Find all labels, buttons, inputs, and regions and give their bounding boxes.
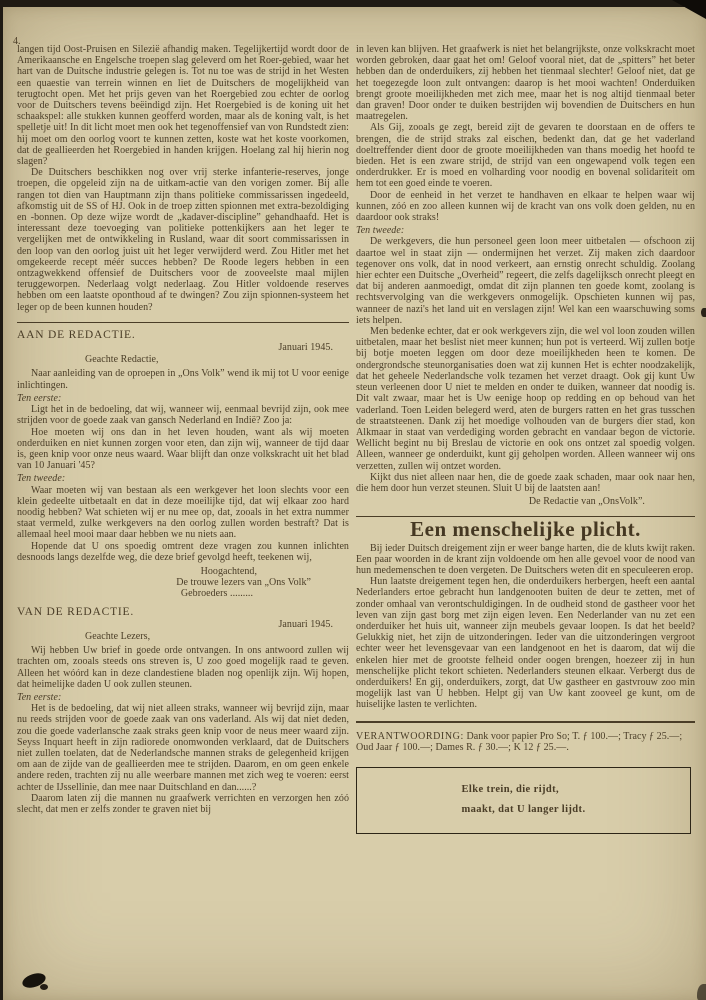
war-article-paragraph: langen tijd Oost-Pruisen en Silezië afhandig maken. Tegelijkertijd wordt door de Amerikaansche en Engelsche troepen slag geleverd om het Roer-gebied, waar het hart van de Duitsche industrie gelegen is. Tot nu toe was de strijd in het Westen een quaestie van terrein winnen en liet de Duitschers de mogelijkheid van terugtocht open. Met het prijs geven van het Roergebied zou echter de oorlog voor de Duitschers tevens beëindigd zijn. Het Roergebied is de koning uit het schaakspel: alle stukken kunnen geofferd worden, maar als de koning valt, is het spelletje uit! In dit licht moet men ook het tegenoffensief van von Rundstedt zien: hij moet om den oorlog voort te kunnen zetten, koste wat het koste voorkomen, dat de geallieerden het Roergebied in handen krijgen. Hoelang zal hij hierin nog slagen?	[17, 44, 349, 168]
reply-paragraph: Men bedenke echter, dat er ook werkgevers zijn, die wel vol loon zouden willen uitbetalen, maar het beslist niet meer kunnen; hun pot is verteerd. Wij zullen botje bij botje moeten leggen om door deze moeilijkheden heen te komen. De ondergrondsche steunorganisaties doen wat zij kunnen Het is echter noodzakelijk, dat het geheele Nederlandsche volk tezamen het verzet draagt. Ook gij kunt Uw steun verleenen door U niet te melden en onder te duiken, wanneer dat noodig is. Dit valt zwaar, maar het is Uw eenige hoop op redding en op behoud van het vaderland. Toen Leiden belegerd werd, aten de burgers ratten en het gras tusschen de straatsteenen. Dank zij het moedige volhouden van de burgers dier stad, kon Alkmaar in staat van verdediging worden gebracht en vandaar begon de victorie. Wellicht begint nu bij Breslau de victorie en ook ons ontzet zal spoedig volgen. Alleen, wanneer ge onderduikt, kunt gij geholpen worden. Alleen wanneer wij ons verzetten, zullen wij ontzet worden.	[356, 326, 695, 472]
reply-paragraph: Het is de bedoeling, dat wij niet alleen straks, wanneer wij bevrijd zijn, maar nu reeds strijden voor de goede zaak van ons vaderland. Als wij dat niet deden, zou die goede vaderlansche zaak straks geen knip voor de neus meer waard zijn. Seyss Inquart heeft in zijn radiorede onomwonden verklaard, dat de Duitschers niet zullen toelaten, dat de Nederlandsche mannen straks de gelegenheid krijgen om aan de zijde van de geallieerden mee te strijden. Daarom, en om geen enkele andere reden, trachten zij nu alle weerbare mannen met zich weg te voeren: eerst achter de IJssellinie, dan mee naar Duitschland en dan......?	[17, 703, 349, 793]
letter-paragraph: Hopende dat U ons spoedig omtrent deze vragen zou kunnen inlichten desnoods langs dezelfde weg, die deze brief gevolgd heeft, teekenen wij,	[17, 540, 349, 563]
reply-paragraph: in leven kan blijven. Het graafwerk is niet het belangrijkste, onze volkskracht moet worden gebroken, daar gaat het om! Geloof vooral niet, dat de „spitters” het beter hebben dan de onderduikers, zij hebben het tienmaal slechter! Geloof niet, dat ge het toegezegde loon zult ontvangen: daarop is het mooi wachten! Onderduiken brengt groote moeilijkheden met zich mee, maar het is nog altijd tienmaal beter dan graven! Door onder te duiken bestrijden wij bovendien de Duitschers en hun maatregelen.	[356, 44, 695, 123]
slogan-line-1: Elke trein, die rijdt,	[461, 783, 560, 795]
slogan-line-2: maakt, dat U langer lijdt.	[461, 803, 586, 815]
verantwoording-text: Dank voor papier Pro So; T. ƒ 100.—; Tracy ƒ 25.—; Oud Jaar ƒ 100.—; Dames R. ƒ 30.—; K 12 ƒ 25.—.	[356, 730, 683, 753]
scan-artifact-bottom-right	[697, 984, 706, 1000]
page-number: 4.	[13, 36, 21, 47]
verantwoording-note	[356, 731, 695, 753]
item-label-ten-eerste: Ten eerste:	[17, 392, 62, 404]
reply-paragraph: Als Gij, zooals ge zegt, bereid zijt de gevaren te doorstaan en de offers te brengen, die de strijd straks zal eischen, bedenkt dan, dat ge het vaderland doeltreffender dient door de groote moeilijkheden van thans moedig het hoofd te bieden. Het is een zware strijd, de strijd van een ongewapend volk tegen een onderdrukker. Er is moed en volharding voor noodig en bovenal solidariteit om hem tot een goed einde te voeren.	[356, 122, 695, 190]
section-divider	[17, 322, 349, 323]
left-column	[17, 44, 349, 815]
date-line: Januari 1945.	[278, 342, 333, 354]
salutation: Geachte Lezers,	[85, 630, 151, 642]
section-heading-aan-de-redactie: AAN DE REDACTIE.	[17, 328, 136, 341]
scan-artifact-right-edge	[701, 308, 706, 317]
letter-paragraph: Naar aanleiding van de oproepen in „Ons Volk” wend ik mij tot U voor eenige inlichtingen.	[17, 368, 349, 391]
reply-paragraph: Daarom laten zij die mannen nu graafwerk verrichten en verzorgen hen zóó slecht, dat men er zelfs zonder te graven niet bij	[17, 792, 349, 815]
section-divider	[356, 721, 695, 723]
letter-paragraph: Ligt het in de bedoeling, dat wij, wanneer wij, eenmaal bevrijd zijn, ook mee strijden voor de goede zaak van gansch Nederland en Indië? Zoo ja:	[17, 404, 349, 427]
reply-paragraph: Wij hebben Uw brief in goede orde ontvangen. In ons antwoord zullen wij trachten om, zooals steeds ons streven is, U zoo goed mogelijk raad te geven. Alleen het wóórd kan in deze clandestiene bladen nog openlijk zijn. Wij hopen, dat heimelijke daden U ook zullen steunen.	[17, 645, 349, 690]
letter-paragraph: Hoe moeten wij ons dan in het leven houden, want als wij moeten onderduiken en niet kunnen zorgen voor eten, dan zijn wij, wanneer de tijd daar is, geen knip voor onze neus waard. Waar blijft dan onze volkskracht uit het blad van 10 Januari '45?	[17, 426, 349, 472]
article-heading-menschelijke-plicht: Een menschelijke plicht.	[410, 517, 641, 542]
verantwoording-label: VERANTWOORDING:	[356, 730, 464, 742]
article-paragraph: Bij ieder Duitsch dreigement zijn er weer bange harten, die de kluts kwijt raken. Een paar woorden in de krant zijn voldoende om hen alle gevoel voor de nood van hun medemenschen te doen vergeten. De Duitschers weten dit en speculeeren erop.	[356, 542, 695, 576]
war-article-paragraph: De Duitschers beschikken nog over vrij sterke infanterie-reserves, jonge troepen, die opgeleid zijn na de uitkam-actie van den vorigen zomer. Bij alle rangen tot dien van Hauptmann zijn thans politieke commissarissen ingedeeld, afkomstig uit de SS of HJ. Ook in de troep zitten spionnen met extra-bezoldiging en -bonnen. Op deze wijze wordt de „kadaver-discipline” gehandhaafd. Het is interessant deze toevoeging van politieke pottenkijkers aan het leger te vergelijken met de ontwikkeling in Rusland, waar dit soort commissarissen in den loop van den oorlog juist uit het leger verwijderd werd. Zou Hitler met het omgekeerde recept méér succes hebben? De Roode legers hebben in een ontzagwekkend offensief de Duitschers voor de zooveelste maal mijlen teruggeworpen. Nederlaag volgt nederlaag. Zou Hitler voldoende reserves hebben om een laatste oponthoud af te dwingen? Zou zijn spionnen-systeem het leger op de been kunnen houden?	[17, 167, 349, 313]
letter-signature: Gebroeders .........	[180, 588, 253, 600]
salutation: Geachte Redactie,	[85, 354, 159, 366]
slogan-box	[356, 767, 691, 834]
slogan-text	[462, 780, 586, 820]
reply-paragraph: Door de eenheid in het verzet te handhaven en elkaar te helpen waar wij kunnen, zóó en zoo alleen kunnen wij de kracht van ons volk doen gelden, nu en daardoor ook straks!	[356, 189, 695, 224]
letter-paragraph: Waar moeten wij van bestaan als een werkgever het loon slechts voor een klein gedeelte uitbetaalt en dat in deze moeilijke tijd, dat wij elkaar zoo hard noodig hebben? Wat schieten wij er nu mee op, dat, zooals in het extra nummer staat vermeld, zulke werkgevers na den oorlog zullen worden bestraft? Dat is allemaal heel mooi maar daar hebben we nu niets aan.	[17, 484, 349, 541]
right-column	[356, 44, 695, 834]
scan-artifact-bottom-left-2	[40, 984, 48, 990]
scan-artifact-top-right	[672, 0, 706, 19]
reply-paragraph: De werkgevers, die hun personeel geen loon meer uitbetalen — ofschoon zij daartoe wel in staat zijn — ondermijnen het verzet. Zij maken zich daardoor tegenover ons volk, dat in nood verkeert, aan ernstig onrecht schuldig. Zoolang hier echter een Duitsche „Overheid” regeert, die zelfs dagelijksch onrecht pleegt en dat bij anderen aanmoedigt, omdat dit zijn plannen ten goede komt, zoolang is rechtsvervolging van die werkgevers onmogelijk. Opschieten kunnen wij pas, wanneer de nazi's het land uit en verslagen zijn! Wel kan een waarschuwing soms iets helpen.	[356, 236, 695, 326]
item-label-ten-tweede: Ten tweede:	[356, 225, 405, 237]
letter-signature: De trouwe lezers van „Ons Volk”	[176, 577, 311, 589]
editorial-signature: De Redactie van „OnsVolk”.	[528, 496, 645, 508]
date-line: Januari 1945.	[278, 618, 333, 630]
letter-closing: Hoogachtend,	[200, 565, 257, 577]
item-label-ten-tweede: Ten tweede:	[17, 473, 66, 485]
article-paragraph: Hun laatste dreigement tegen hen, die onderduikers herbergen, heeft een aantal Nederlanders ertoe gebracht hun landgenooten buiten de deur te zetten, met of zonder omhaal van verontschuldigingen. In de oudheid stond de gastheer voor het leven van zijn gast borg met zijn eigen leven. Een Nederlander van nu zet een onderduiker het huis uit, wanneer zijn meubels gevaar loopen. Is dat het beeld? Gelukkig niet, het zijn de uitzonderingen. Ieder van die uitzonderingen vergroot echter weer het levensgevaar van een landgenoot en het is daarom, dat wij die enkelen hier met de grootste felheid onder oogen brengen, hoezeer zij in hun menschelijke plicht tekort schieten. Nederlanders steunen elkaar. Verbergt dus de onderduikers! En gij, onderduikers, zorgt, dat Uw gastheer en gastvrouw zoo min mogelijk last van U hebben. Helpt gij van Uw kant zooveel ge kunt, om de huiselijke lasten te verlichten.	[356, 576, 695, 711]
reply-paragraph: Kijkt dus niet alleen naar hen, die de goede zaak schaden, maar ook naar hen, die hem door hun verzet steunen. Sluit U bij de laatsten aan!	[356, 471, 695, 494]
section-heading-van-de-redactie: VAN DE REDACTIE.	[17, 605, 135, 618]
item-label-ten-eerste: Ten eerste:	[17, 691, 62, 703]
